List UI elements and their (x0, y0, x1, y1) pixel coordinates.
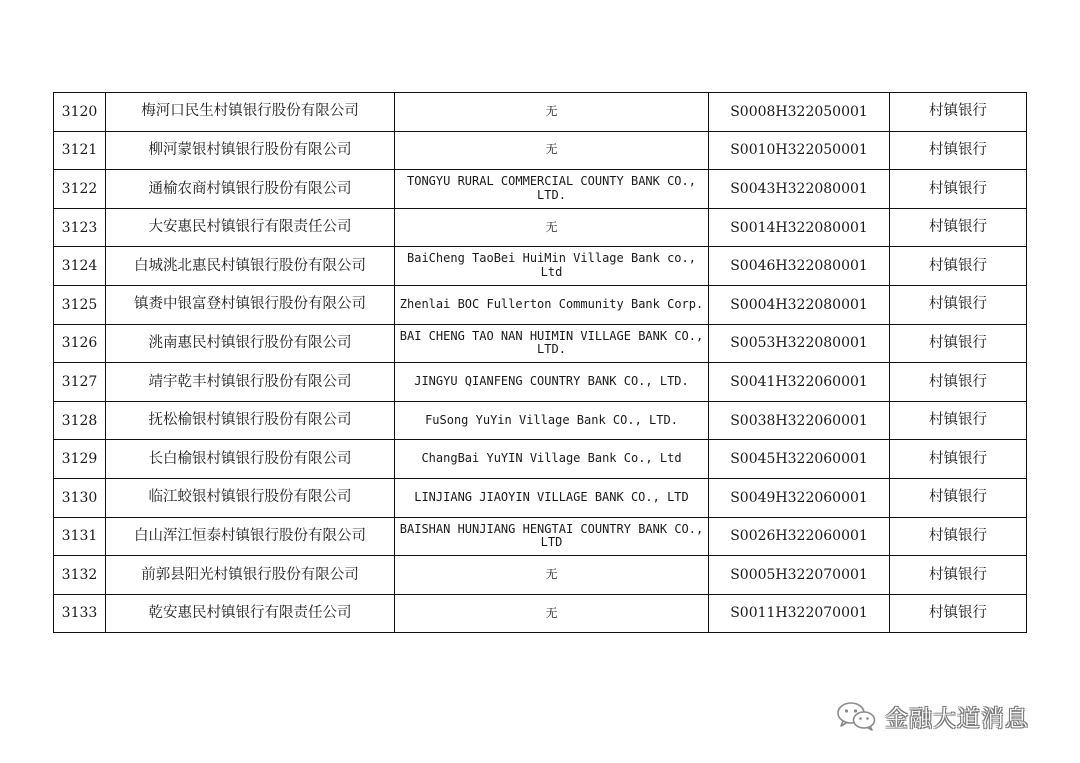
bank-name-en-cell: FuSong YuYin Village Bank CO., LTD. (395, 401, 709, 440)
row-number-cell: 3126 (54, 324, 106, 363)
table-row (54, 478, 1027, 517)
bank-list-table-container (53, 92, 1026, 633)
institution-code-cell: S0011H322070001 (709, 594, 890, 633)
table-body (54, 93, 1027, 633)
institution-type-cell: 村镇银行 (890, 517, 1027, 556)
institution-type-cell: 村镇银行 (890, 170, 1027, 209)
row-number-cell: 3122 (54, 170, 106, 209)
institution-code-cell: S0005H322070001 (709, 556, 890, 595)
bank-name-cn-cell: 镇赉中银富登村镇银行股份有限公司 (106, 285, 395, 324)
bank-name-en-cell: 无 (395, 208, 709, 247)
table-row (54, 401, 1027, 440)
bank-name-en-cell: JINGYU QIANFENG COUNTRY BANK CO., LTD. (395, 363, 709, 402)
institution-code-cell: S0045H322060001 (709, 440, 890, 479)
bank-name-en-cell: TONGYU RURAL COMMERCIAL COUNTY BANK CO., LTD. (395, 170, 709, 209)
watermark (835, 700, 1029, 732)
institution-type-cell: 村镇银行 (890, 285, 1027, 324)
bank-name-en-cell: 无 (395, 556, 709, 595)
row-number-cell: 3127 (54, 363, 106, 402)
table-row (54, 93, 1027, 132)
institution-type-cell: 村镇银行 (890, 401, 1027, 440)
bank-name-cn-cell: 通榆农商村镇银行股份有限公司 (106, 170, 395, 209)
row-number-cell: 3128 (54, 401, 106, 440)
row-number-cell: 3123 (54, 208, 106, 247)
institution-type-cell: 村镇银行 (890, 208, 1027, 247)
bank-name-cn-cell: 大安惠民村镇银行有限责任公司 (106, 208, 395, 247)
table-row (54, 324, 1027, 363)
watermark-text: 金融大道消息 (885, 705, 1029, 732)
table-row (54, 170, 1027, 209)
table-row (54, 517, 1027, 556)
bank-name-cn-cell: 靖宇乾丰村镇银行股份有限公司 (106, 363, 395, 402)
row-number-cell: 3132 (54, 556, 106, 595)
bank-name-cn-cell: 抚松榆银村镇银行股份有限公司 (106, 401, 395, 440)
institution-type-cell: 村镇银行 (890, 131, 1027, 170)
bank-name-en-cell: LINJIANG JIAOYIN VILLAGE BANK CO., LTD (395, 478, 709, 517)
institution-type-cell: 村镇银行 (890, 556, 1027, 595)
bank-name-cn-cell: 洮南惠民村镇银行股份有限公司 (106, 324, 395, 363)
bank-name-en-cell: BAISHAN HUNJIANG HENGTAI COUNTRY BANK CO., LTD (395, 517, 709, 556)
institution-code-cell: S0053H322080001 (709, 324, 890, 363)
institution-type-cell: 村镇银行 (890, 478, 1027, 517)
bank-name-cn-cell: 柳河蒙银村镇银行股份有限公司 (106, 131, 395, 170)
row-number-cell: 3121 (54, 131, 106, 170)
bank-list-table (53, 92, 1027, 633)
wechat-icon (835, 701, 877, 731)
bank-name-en-cell: 无 (395, 594, 709, 633)
table-row (54, 208, 1027, 247)
institution-code-cell: S0026H322060001 (709, 517, 890, 556)
table-row (54, 556, 1027, 595)
bank-name-en-cell: 无 (395, 93, 709, 132)
institution-code-cell: S0049H322060001 (709, 478, 890, 517)
table-row (54, 285, 1027, 324)
bank-name-en-cell: 无 (395, 131, 709, 170)
table-row (54, 131, 1027, 170)
bank-name-en-cell: Zhenlai BOC Fullerton Community Bank Corp. (395, 285, 709, 324)
institution-type-cell: 村镇银行 (890, 324, 1027, 363)
table-row (54, 440, 1027, 479)
institution-type-cell: 村镇银行 (890, 93, 1027, 132)
bank-name-cn-cell: 临江蛟银村镇银行股份有限公司 (106, 478, 395, 517)
institution-code-cell: S0014H322080001 (709, 208, 890, 247)
institution-code-cell: S0043H322080001 (709, 170, 890, 209)
institution-code-cell: S0008H322050001 (709, 93, 890, 132)
institution-code-cell: S0041H322060001 (709, 363, 890, 402)
institution-type-cell: 村镇银行 (890, 440, 1027, 479)
row-number-cell: 3120 (54, 93, 106, 132)
bank-name-cn-cell: 乾安惠民村镇银行有限责任公司 (106, 594, 395, 633)
row-number-cell: 3125 (54, 285, 106, 324)
row-number-cell: 3133 (54, 594, 106, 633)
table-row (54, 594, 1027, 633)
row-number-cell: 3129 (54, 440, 106, 479)
bank-name-cn-cell: 长白榆银村镇银行股份有限公司 (106, 440, 395, 479)
row-number-cell: 3130 (54, 478, 106, 517)
row-number-cell: 3131 (54, 517, 106, 556)
bank-name-cn-cell: 梅河口民生村镇银行股份有限公司 (106, 93, 395, 132)
bank-name-cn-cell: 白城洮北惠民村镇银行股份有限公司 (106, 247, 395, 286)
institution-code-cell: S0004H322080001 (709, 285, 890, 324)
institution-type-cell: 村镇银行 (890, 594, 1027, 633)
institution-code-cell: S0046H322080001 (709, 247, 890, 286)
institution-type-cell: 村镇银行 (890, 247, 1027, 286)
bank-name-cn-cell: 白山浑江恒泰村镇银行股份有限公司 (106, 517, 395, 556)
bank-name-en-cell: BAI CHENG TAO NAN HUIMIN VILLAGE BANK CO., LTD. (395, 324, 709, 363)
institution-code-cell: S0038H322060001 (709, 401, 890, 440)
institution-code-cell: S0010H322050001 (709, 131, 890, 170)
bank-name-cn-cell: 前郭县阳光村镇银行股份有限公司 (106, 556, 395, 595)
bank-name-en-cell: ChangBai YuYIN Village Bank Co., Ltd (395, 440, 709, 479)
institution-type-cell: 村镇银行 (890, 363, 1027, 402)
bank-name-en-cell: BaiCheng TaoBei HuiMin Village Bank co., Ltd (395, 247, 709, 286)
table-row (54, 247, 1027, 286)
row-number-cell: 3124 (54, 247, 106, 286)
table-row (54, 363, 1027, 402)
